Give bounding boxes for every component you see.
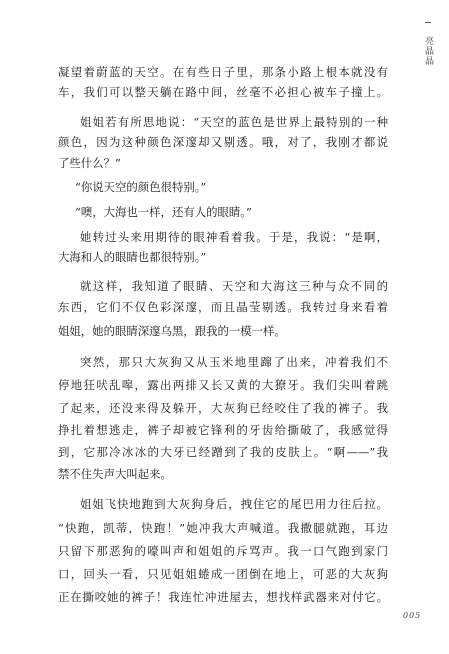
page-number: 005 [403,611,422,620]
text-line: 她转过头来用期待的眼神看着我。于是，我说：“是啊， [80,230,388,244]
text-line: 东西，它们不仅色彩深邃，而且晶莹剔透。我转过身来看着 [58,300,388,314]
text-line: “你说天空的颜色很特别。” [75,180,207,194]
text-line: 口，回头一看，只见姐姐蜷成一团倒在地上，可恶的大灰狗 [58,567,388,581]
text-line: 正在撕咬她的裤子！我连忙冲进屋去，想找样武器来对付它。 [58,590,388,604]
text-line: 就这样，我知道了眼睛、天空和大海这三种与众不同的 [80,279,388,293]
text-line: “快跑，凯蒂，快跑！”她冲我大声喊道。我撒腿就跑，耳边 [58,521,388,535]
text-line: 停地狂吠乱嗥，露出两排又长又黄的大獠牙。我们尖叫着跳 [58,378,388,392]
text-line: 禁不住失声大叫起来。 [58,467,172,481]
text-line: 只留下那恶狗的嚎叫声和姐姐的斥骂声。我一口气跑到家门 [58,544,388,558]
text-line: 姐姐若有所思地说：“天空的蓝色是世界上最特别的一种 [80,115,388,129]
text-line: “噢，大海也一样，还有人的眼睛。” [75,205,252,219]
text-line: 凝望着蔚蓝的天空。在有些日子里，那条小路上根本就没有 [58,65,388,79]
text-line: 挣扎着想逃走，裤子却被它锋利的牙齿给撕破了，我感觉得 [58,423,388,437]
text-line: 车，我们可以整天躺在路中间，丝毫不必担心被车子撞上。 [58,85,388,99]
text-line: 姐姐飞快地跑到大灰狗身后，拽住它的尾巴用力往后拉。 [80,497,388,511]
running-header-title: 亮晶晶 [423,36,433,66]
text-line: 突然，那只大灰狗又从玉米地里蹿了出来，冲着我们不 [80,355,388,369]
header-dash [425,22,431,23]
text-line: 颜色，因为这种颜色深邃却又剔透。哦，对了，我刚才都说 [58,135,388,149]
text-line: 了起来，还没来得及躲开，大灰狗已经咬住了我的裤子。我 [58,401,388,415]
text-line: 到，它那冷冰冰的大牙已经蹭到了我的皮肤上。“啊——”我 [58,445,388,459]
text-line: 姐姐，她的眼睛深邃乌黑，跟我的一模一样。 [58,324,286,338]
text-line: 大海和人的眼睛也都很特别。” [58,250,207,264]
text-line: 了些什么？” [58,156,121,170]
